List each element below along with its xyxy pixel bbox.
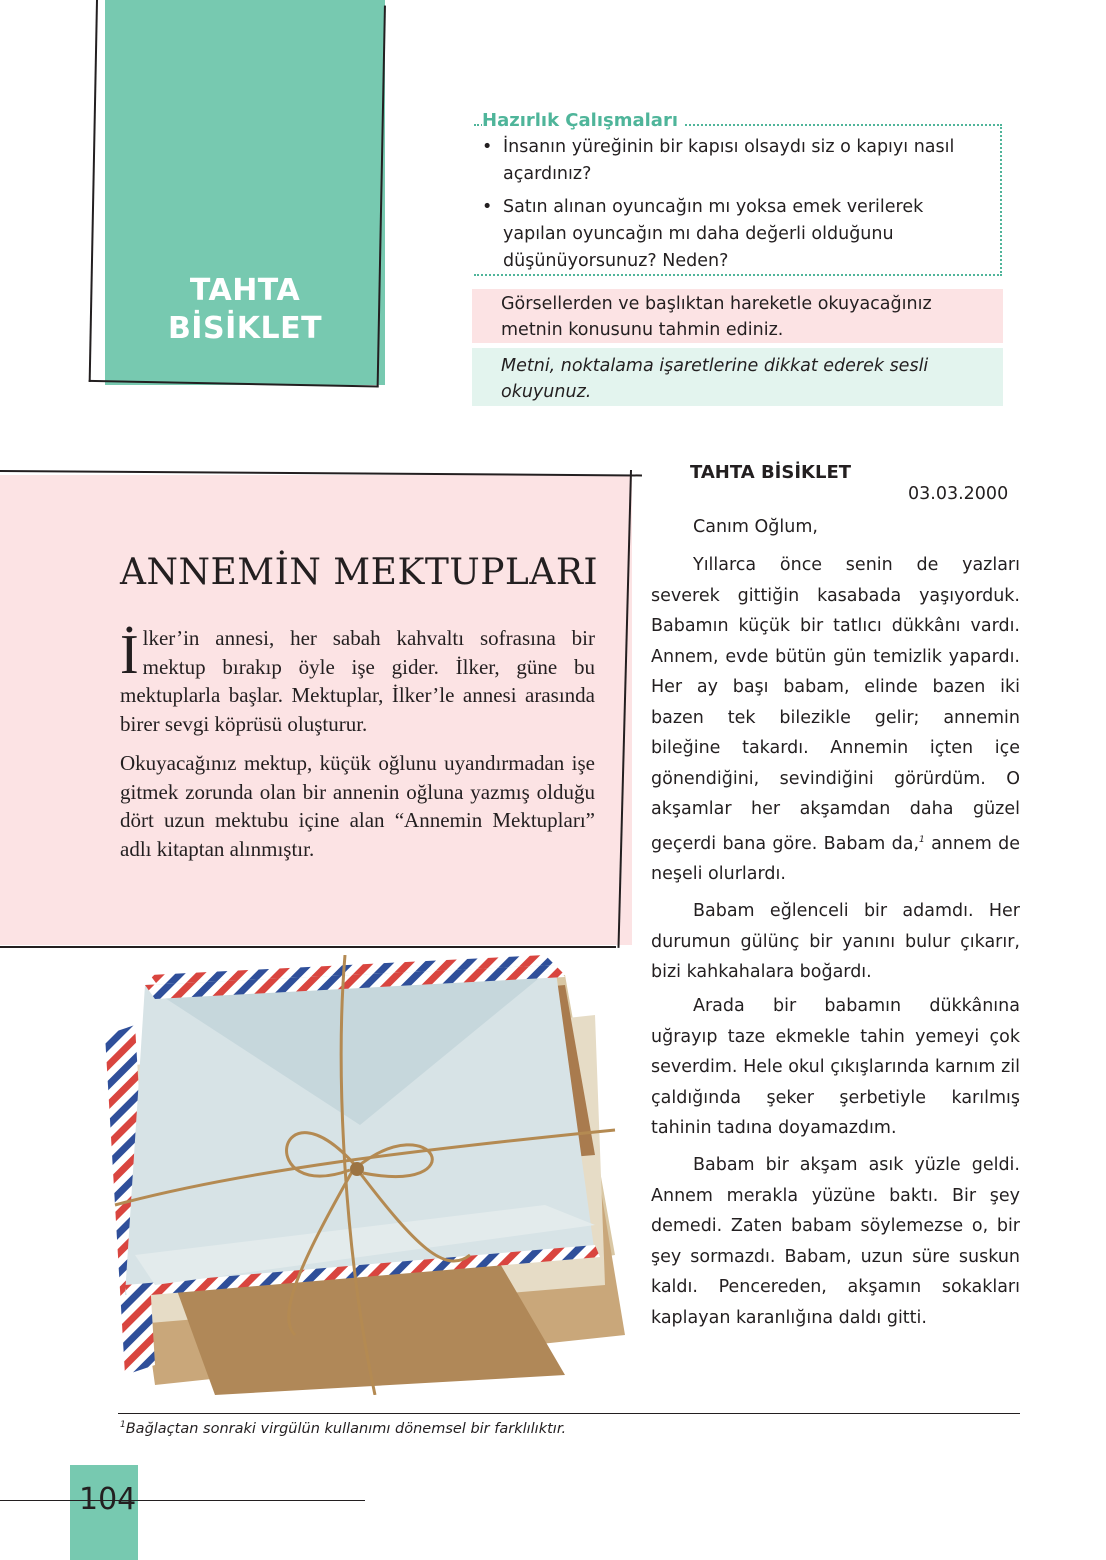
letters-bundle-image xyxy=(95,955,635,1395)
prep-item-text: Satın alınan oyuncağın mı yoksa emek verilerek yapılan oyuncağın mı daha değerli olduğunu düşünüyorsunuz? Neden? xyxy=(503,197,924,271)
lesson-title xyxy=(105,272,385,348)
reading-instruction: Metni, noktalama işaretlerine dikkat ederek sesli okuyunuz. xyxy=(501,356,929,402)
letter-greeting: Canım Oğlum, xyxy=(693,517,818,537)
story-paragraph-text: Yıllarca önce senin de yazları severek gittiğin kasabada yaşıyorduk. Babamın küçük bir tatlıcı dükkânı vardı. Annem, evde bütün gün temizlik yapardı. Her ay başı babam, elinde bazen iki bazen tek bilezikle gelir; annemin bileğine takardı. Annemin içten içe gönendiğini, sevindiğini görürdüm. O akşamlar her akşamdan daha güzel geçerdi bana göre. Babam da, xyxy=(651,555,1020,854)
footnote-mark: 1 xyxy=(120,1420,126,1430)
story-paragraph-text: annem de neşeli olurlardı. xyxy=(651,833,1020,884)
letter-date: 03.03.2000 xyxy=(908,484,1009,504)
story-paragraph: Babam bir akşam asık yüzle geldi. Annem merakla yüzüne baktı. Bir şey demedi. Zaten babam söylemezse o, bir şey sormazdı. Babam, uzun süre suskun kaldı. Pencereden, akşamın sokakları kaplayan karanlığına daldı gitti. xyxy=(651,1155,1020,1328)
story-title: TAHTA BİSİKLET xyxy=(690,462,852,483)
page-number: 104 xyxy=(79,1482,137,1517)
intro-paragraph: Okuyacağınız mektup, küçük oğlunu uyandırmadan işe gitmek zorunda olan bir annenin oğluna yazmış olduğu dört uzun mektubu içine alan “Annemin Mektupları” adlı kitaptan alınmıştır. xyxy=(120,751,595,861)
page-number-rule xyxy=(0,1500,365,1501)
lesson-title-line1: TAHTA xyxy=(189,273,301,308)
lesson-title-line2: BİSİKLET xyxy=(167,311,323,346)
story-paragraph xyxy=(651,550,1020,889)
footnote-rule xyxy=(118,1413,1020,1414)
intro-heading: ANNEMİN MEKTUPLARI xyxy=(120,552,599,593)
prediction-instruction: Görsellerden ve başlıktan hareketle okuyacağınız metnin konusunu tahmin ediniz. xyxy=(501,294,932,340)
prep-item xyxy=(482,134,982,188)
intro-paragraph: İlker’in annesi, her sabah kahvaltı sofrasına bir mektup bırakıp öyle işe gider. İlker, güne bu mektuplarla başlar. Mektuplar, İlker’le annesi arasında birer sevgi köprüsü oluşturur. xyxy=(120,624,595,736)
footnote xyxy=(120,1420,566,1437)
prep-title: Hazırlık Çalışmaları xyxy=(482,110,684,131)
prep-item-text: İnsanın yüreğinin bir kapısı olsaydı siz o kapıyı nasıl açardınız? xyxy=(503,137,955,184)
bullet-icon: • xyxy=(482,197,493,217)
story-paragraph: Arada bir babamın dükkânına uğrayıp taze ekmekle tahin yemeyi çok severdim. Hele okul çıkışlarında karnım zil çaldığında şeker şerbetiyle karılmış tahinin tadına doyamazdım. xyxy=(651,996,1020,1138)
footnote-marker: 1 xyxy=(919,834,925,845)
story-paragraph: Babam eğlenceli bir adamdı. Her durumun gülünç bir yanını bulur çıkarır, bizi kahkahalara boğardı. xyxy=(651,901,1020,982)
bullet-icon: • xyxy=(482,137,493,157)
prep-item xyxy=(482,194,982,275)
footnote-text: Bağlaçtan sonraki virgülün kullanımı dönemsel bir farklılıktır. xyxy=(125,1420,567,1437)
intro-frame-line xyxy=(0,946,616,948)
